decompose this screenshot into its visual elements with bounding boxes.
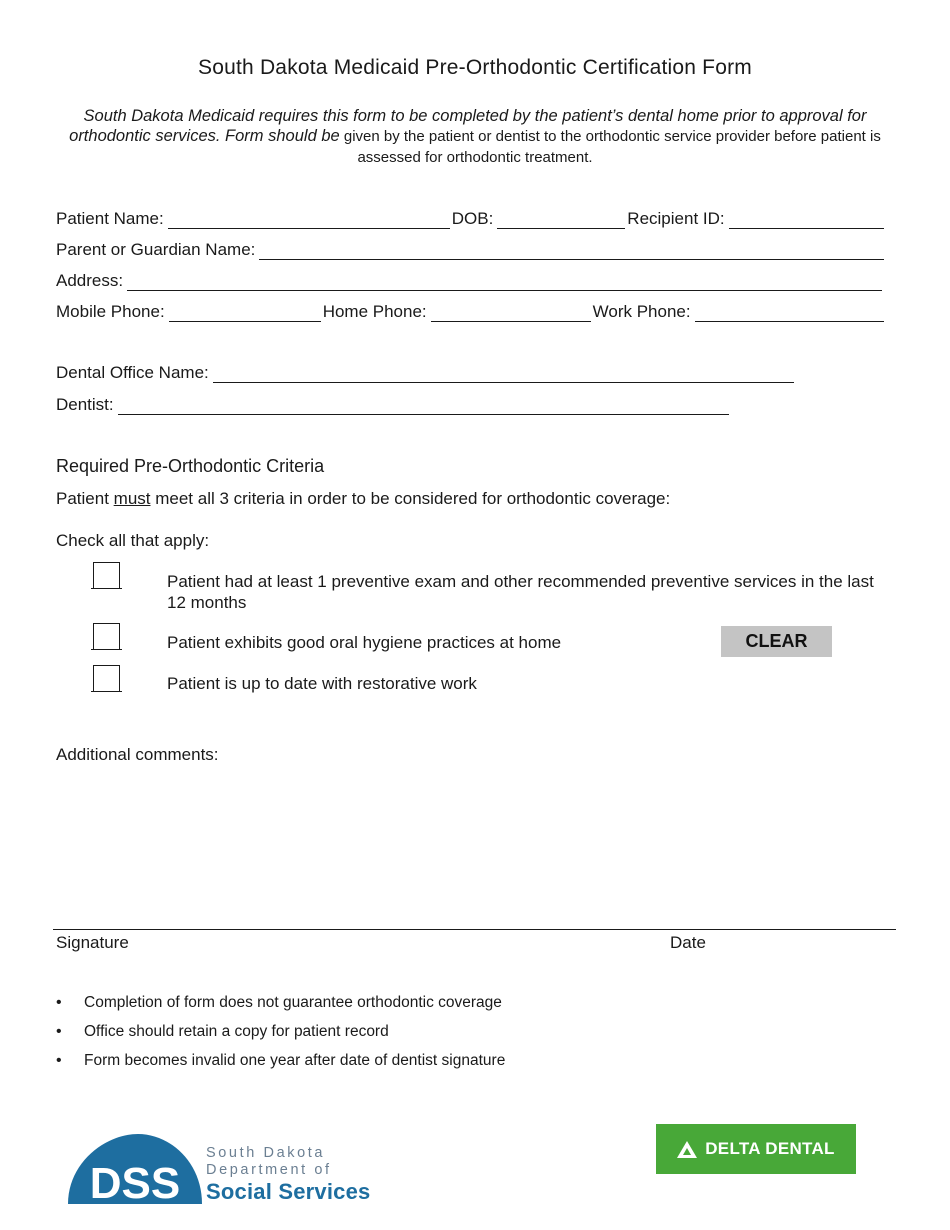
criterion-1-label: Patient had at least 1 preventive exam and other recommended preventive services in the last 12 months xyxy=(167,572,874,612)
form-title: South Dakota Medicaid Pre-Orthodontic Certification Form xyxy=(198,56,752,79)
work-phone-label: Work Phone: xyxy=(592,302,691,321)
criteria-intro-pre: Patient xyxy=(56,489,114,508)
dentist-field[interactable] xyxy=(118,400,729,415)
intro-regular: given by the patient or dentist to the orthodontic service provider before patient is assessed for orthodontic treatment. xyxy=(339,128,881,166)
address-label: Address: xyxy=(56,271,124,290)
intro-paragraph xyxy=(60,106,890,168)
notes-list xyxy=(56,992,505,1079)
dob-field[interactable] xyxy=(497,214,625,229)
comments-field[interactable] xyxy=(56,772,890,922)
dental-office-label: Dental Office Name: xyxy=(56,363,209,382)
note-item: • Office should retain a copy for patient record xyxy=(56,1021,505,1050)
check-all-label: Check all that apply: xyxy=(56,531,210,550)
home-phone-field[interactable] xyxy=(431,307,591,322)
dss-mark-text: DSS xyxy=(89,1159,181,1204)
criteria-heading: Required Pre-Orthodontic Criteria xyxy=(56,456,325,476)
dob-label: DOB: xyxy=(451,209,494,228)
signature-line[interactable] xyxy=(53,929,896,930)
patient-name-field[interactable] xyxy=(168,214,450,229)
mobile-phone-field[interactable] xyxy=(169,307,321,322)
criterion-3-checkbox[interactable] xyxy=(91,665,122,692)
note-item: • Form becomes invalid one year after date of dentist signature xyxy=(56,1050,505,1079)
criterion-1-checkbox[interactable] xyxy=(91,562,122,589)
guardian-field[interactable] xyxy=(259,245,884,260)
intro-italic: South Dakota Medicaid requires this form to be completed by the patient’s dental home prior to approval for orthodontic services. Form should be xyxy=(69,107,867,145)
guardian-row xyxy=(56,240,886,260)
criterion-2-checkbox[interactable] xyxy=(91,623,122,650)
criteria-intro-emphasis: must xyxy=(113,489,151,508)
delta-dental-logo xyxy=(656,1124,856,1174)
criterion-2-label: Patient exhibits good oral hygiene practices at home xyxy=(167,633,562,652)
note-item: • Completion of form does not guarantee orthodontic coverage xyxy=(56,992,505,1021)
dental-office-field[interactable] xyxy=(213,368,794,383)
delta-triangle-icon xyxy=(677,1141,697,1158)
criterion-3-label: Patient is up to date with restorative work xyxy=(167,674,477,693)
dentist-row xyxy=(56,395,731,415)
phone-row xyxy=(56,302,886,322)
recipient-id-field[interactable] xyxy=(729,214,884,229)
guardian-label: Parent or Guardian Name: xyxy=(56,240,256,259)
home-phone-label: Home Phone: xyxy=(322,302,427,321)
dss-logo-icon xyxy=(66,1132,204,1204)
address-field[interactable] xyxy=(127,276,882,291)
clear-button[interactable]: CLEAR xyxy=(721,626,832,657)
recipient-id-label: Recipient ID: xyxy=(627,209,725,228)
mobile-phone-label: Mobile Phone: xyxy=(56,302,165,321)
comments-label: Additional comments: xyxy=(56,745,219,764)
dss-line-2: Department of xyxy=(206,1162,332,1178)
work-phone-field[interactable] xyxy=(695,307,884,322)
patient-name-label: Patient Name: xyxy=(56,209,164,228)
criteria-intro xyxy=(56,489,670,509)
patient-row xyxy=(56,209,886,229)
dentist-label: Dentist: xyxy=(56,395,114,414)
dss-line-1: South Dakota xyxy=(206,1145,326,1161)
office-row xyxy=(56,363,796,383)
signature-label: Signature xyxy=(56,933,129,952)
delta-dental-text: DELTA DENTAL xyxy=(705,1139,835,1158)
date-label: Date xyxy=(670,933,706,952)
address-row xyxy=(56,271,884,291)
criteria-intro-post: meet all 3 criteria in order to be considered for orthodontic coverage: xyxy=(150,489,671,508)
dss-line-3: Social Services xyxy=(206,1179,371,1204)
dss-wordmark xyxy=(206,1145,370,1205)
